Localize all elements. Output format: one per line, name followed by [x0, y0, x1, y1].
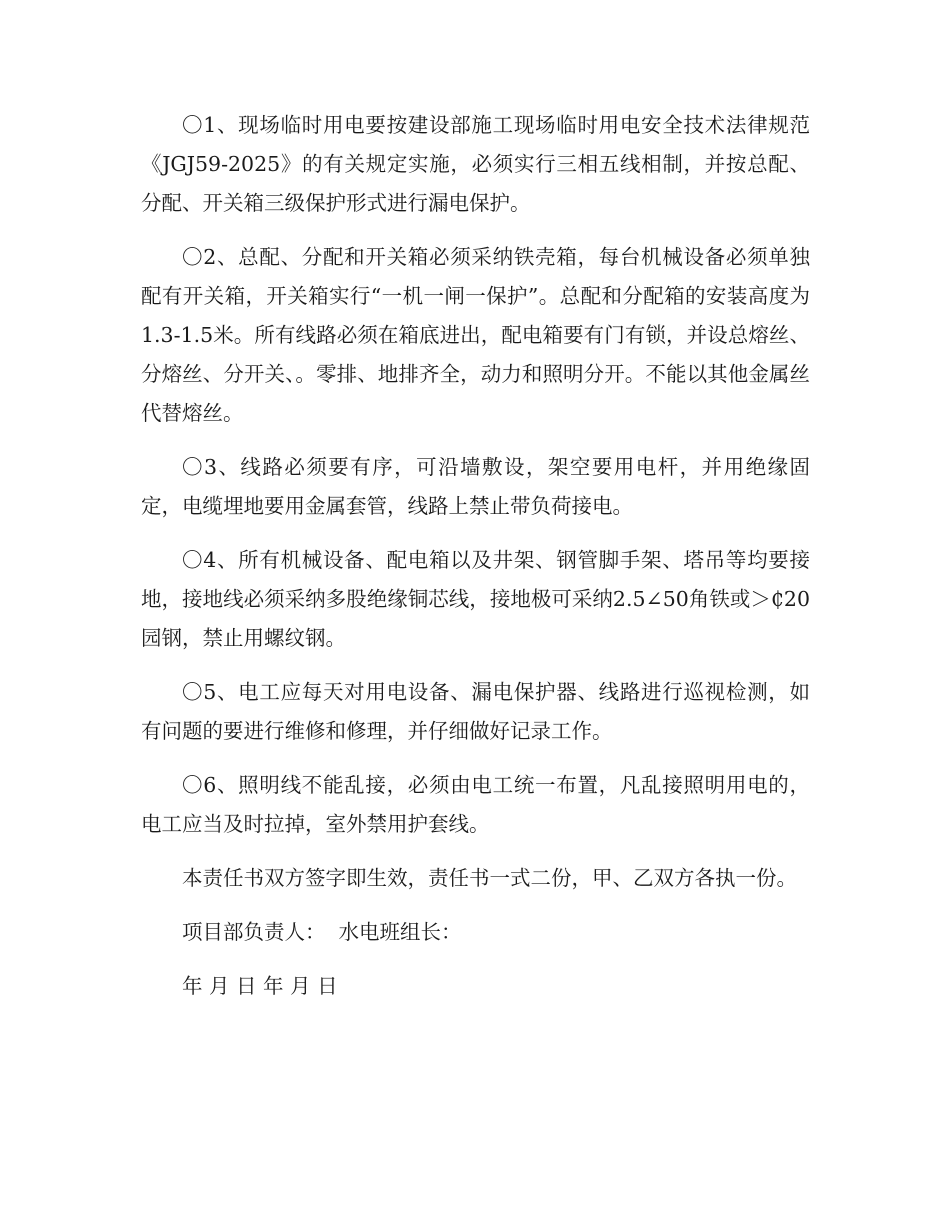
effect-clause: 本责任书双方签字即生效，责任书一式二份，甲、乙双方各执一份。 [182, 866, 797, 890]
clause-4: 〇4、所有机械设备、配电箱以及井架、钢管脚手架、塔吊等均要接地，接地线必须采纳多股绝缘铜芯线，接地极可采纳2.5∠50角铁或＞₵20园钢，禁止用螺纹钢。 [141, 548, 810, 650]
date-line: 年 月 日 年 月 日 [182, 974, 338, 998]
clause-6: 〇6、照明线不能乱接，必须由电工统一布置，凡乱接照明用电的，电工应当及时拉掉，室外禁用护套线。 [141, 773, 810, 836]
clause-2: 〇2、总配、分配和开关箱必须采纳铁壳箱，每台机械设备必须单独配有开关箱，开关箱实行“一机一闸一保护”。总配和分配箱的安装高度为1.3-1.5米。所有线路必须在箱底进出，配电箱要有门有锁，并设总熔丝、分熔丝、分开关、。零排、地排齐全，动力和照明分开。不能以其他金属丝代替熔丝。 [141, 245, 810, 425]
clause-1: 〇1、现场临时用电要按建设部施工现场临时用电安全技术法律规范《JGJ59-2025》的有关规定实施，必须实行三相五线相制，并按总配、分配、开关箱三级保护形式进行漏电保护。 [141, 113, 810, 215]
clause-3: 〇3、线路必须要有序，可沿墙敷设，架空要用电杆，并用绝缘固定，电缆埋地要用金属套管，线路上禁止带负荷接电。 [141, 455, 810, 518]
clause-5: 〇5、电工应每天对用电设备、漏电保护器、线路进行巡视检测，如有问题的要进行维修和修理，并仔细做好记录工作。 [141, 680, 810, 743]
signature-line: 项目部负责人： 水电班组长： [182, 920, 462, 944]
